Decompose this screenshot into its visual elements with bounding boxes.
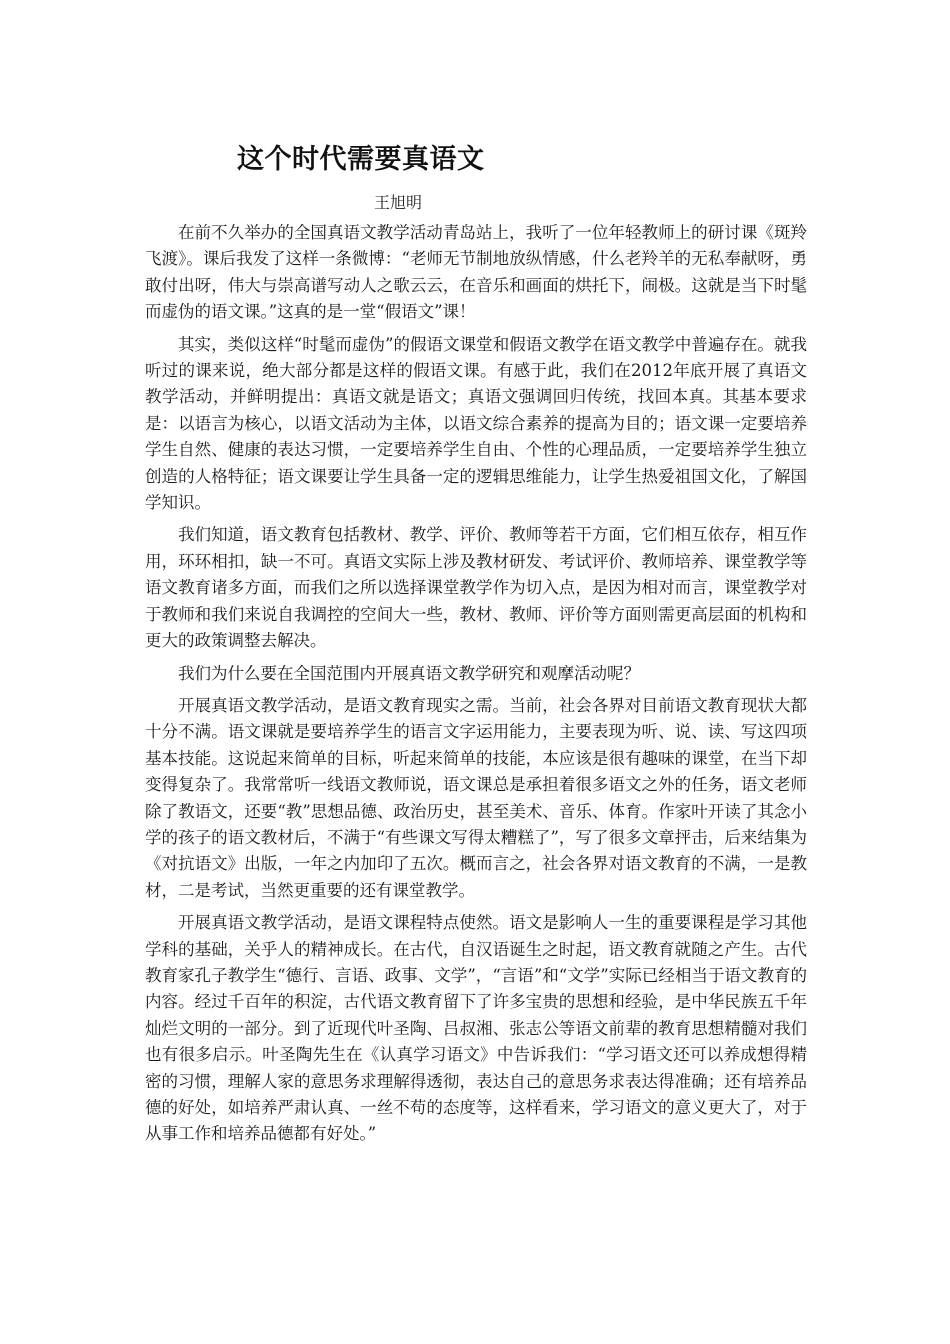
paragraph-3: 我们知道，语文教育包括教材、教学、评价、教师等若干方面，它们相互依存，相互作用，环环相扣，缺一不可。真语文实际上涉及教材研发、考试评价、教师培养、课堂教学等语文教育诸多方面，而我们之所以选择课堂教学作为切入点，是因为相对而言，课堂教学对于教师和我们来说自我调控的空间大一些，教材、教师、评价等方面则需更高层面的机构和更大的政策调整去解决。	[145, 525, 807, 651]
article-title: 这个时代需要真语文	[237, 144, 485, 175]
paragraph-5: 开展真语文教学活动，是语文教育现实之需。当前，社会各界对目前语文教育现状大都十分不满。语文课就是要培养学生的语言文字运用能力，主要表现为听、说、读、写这四项基本技能。这说起来简单的目标，听起来简单的技能，本应该是很有趣味的课堂，在当下却变得复杂了。我常常听一线语文教师说，语文课总是承担着很多语文之外的任务，语文老师除了教语文，还要“教”思想品德、政治历史，甚至美术、音乐、体育。作家叶开读了其念小学的孩子的语文教材后，不满于“有些课文写得太糟糕了”，写了很多文章抨击，后来结集为《对抗语文》出版，一年之内加印了五次。概而言之，社会各界对语文教育的不满，一是教材，二是考试，当然更重要的还有课堂教学。	[145, 695, 807, 900]
paragraph-2: 其实，类似这样“时髦而虚伪”的假语文课堂和假语文教学在语文教学中普遍存在。就我听过的课来说，绝大部分都是这样的假语文课。有感于此，我们在2012年底开展了真语文教学活动，并鲜明提出：真语文就是语文；真语文强调回归传统，找回本真。其基本要求是：以语言为核心，以语文活动为主体，以语文综合素养的提高为目的；语文课一定要培养学生自然、健康的表达习惯，一定要培养学生自由、个性的心理品质，一定要培养学生独立创造的人格特征；语文课要让学生具备一定的逻辑思维能力，让学生热爱祖国文化，了解国学知识。	[145, 334, 807, 513]
article-author: 王旭明	[374, 193, 423, 212]
article-body	[145, 220, 807, 1154]
paragraph-4: 我们为什么要在全国范围内开展真语文教学研究和观摩活动呢？	[178, 663, 640, 683]
paragraph-6: 开展真语文教学活动，是语文课程特点使然。语文是影响人一生的重要课程是学习其他学科的基础，关乎人的精神成长。在古代，自汉语诞生之时起，语文教育就随之产生。古代教育家孔子教学生“德行、言语、政事、文学”，“言语”和“文学”实际已经相当于语文教育的内容。经过千百年的积淀，古代语文教育留下了许多宝贵的思想和经验，是中华民族五千年灿烂文明的一部分。到了近现代叶圣陶、吕叔湘、张志公等语文前辈的教育思想精髓对我们也有很多启示。叶圣陶先生在《认真学习语文》中告诉我们：“学习语文还可以养成想得精密的习惯，理解人家的意思务求理解得透彻，表达自己的意思务求表达得准确；还有培养品德的好处，如培养严肃认真、一丝不苟的态度等，这样看来，学习语文的意义更大了，对于从事工作和培养品德都有好处。”	[145, 913, 807, 1144]
paragraph-1: 在前不久举办的全国真语文教学活动青岛站上，我听了一位年轻教师上的研讨课《斑羚飞渡》。课后我发了这样一条微博：“老师无节制地放纵情感，什么老羚羊的无私奉献呀，勇敢付出呀，伟大与崇高谱写动人之歌云云，在音乐和画面的烘托下，闹极。这就是当下时髦而虚伪的语文课。”这真的是一堂“假语文”课！	[145, 223, 807, 322]
